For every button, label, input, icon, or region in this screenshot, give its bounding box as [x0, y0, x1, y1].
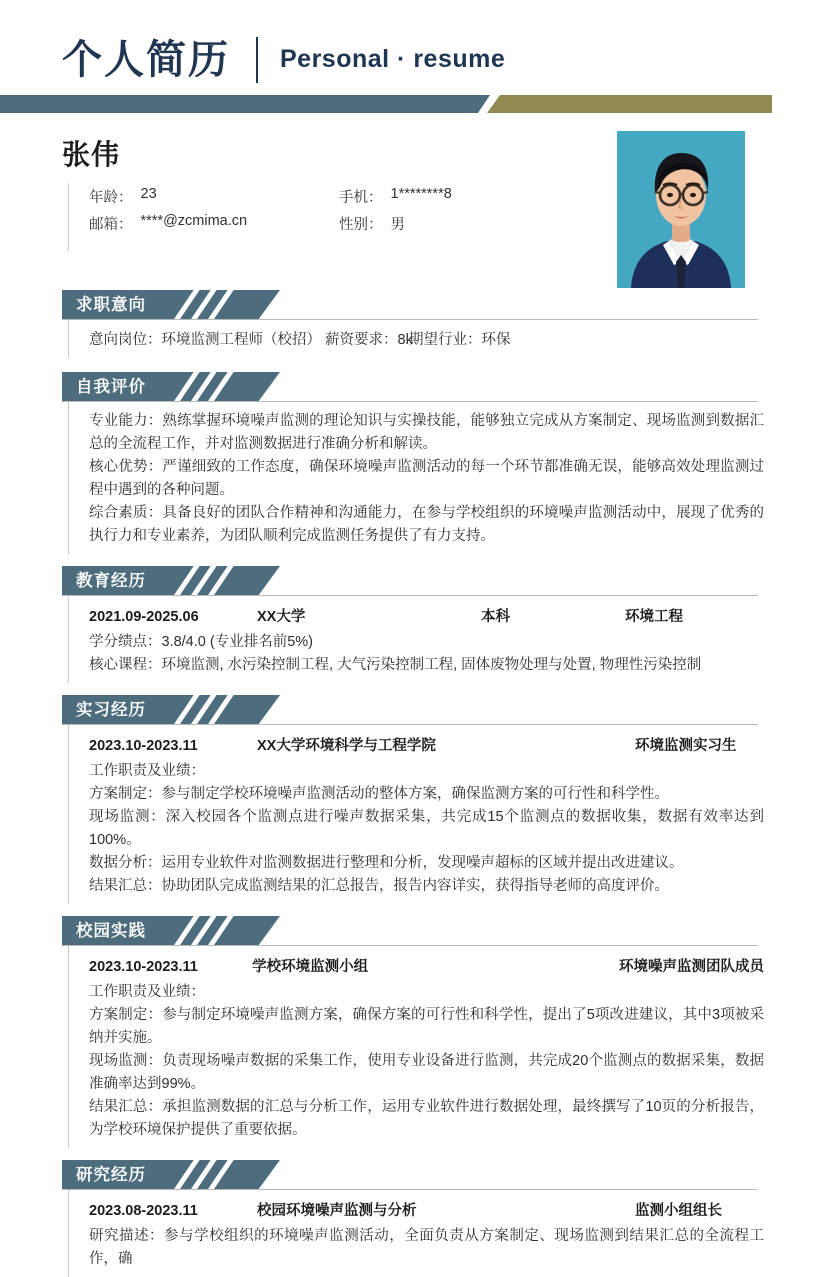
- campus-role: 环境噪声监测团队成员: [619, 959, 764, 975]
- section-header: [62, 916, 442, 946]
- education-major: 环境工程: [625, 609, 683, 625]
- section-rule: [62, 945, 758, 946]
- section-title: 自我评价: [76, 378, 146, 396]
- research-line: 研究描述：参与学校组织的环境噪声监测活动，全面负责从方案制定、现场监测到结果汇总的全流程工作，确: [89, 1228, 764, 1267]
- campus-org: 学校环境监测小组: [252, 959, 369, 975]
- section-body: [68, 1190, 764, 1277]
- banner-title-row: [62, 32, 505, 87]
- section-title: 校园实践: [76, 922, 146, 940]
- campus-line: 结果汇总：承担监测数据的汇总与分析工作，运用专业软件进行数据处理，最终撰写了10页的分析报告，为学校环境保护提供了重要依据。: [89, 1099, 764, 1138]
- contact-label: 年龄：: [89, 190, 133, 206]
- title-divider: [256, 37, 258, 83]
- self-eval-paragraph: 专业能力：熟练掌握环境噪声监测的理论知识与实操技能，能够独立完成从方案制定、现场监测到数据汇总的全流程工作，并对监测数据进行准确分析和解读。: [89, 413, 764, 452]
- education-degree: 本科: [481, 609, 510, 625]
- section-body: [68, 596, 764, 683]
- section-body: [68, 320, 764, 358]
- education-courses: 核心课程：环境监测, 水污染控制工程, 大气污染控制工程, 固体废物处理与处置, 物理性污染控制: [89, 657, 702, 673]
- section-header: [62, 290, 442, 320]
- section-research: [0, 1160, 820, 1277]
- internship-line: 结果汇总：协助团队完成监测结果的汇总报告，报告内容详实，获得指导老师的高度评价。: [89, 878, 669, 894]
- internship-entry-header: [89, 733, 764, 759]
- contact-field-age: [89, 186, 339, 207]
- section-self-evaluation: [0, 372, 820, 554]
- self-eval-paragraph: 核心优势：严谨细致的工作态度，确保环境噪声监测活动的每一个环节都准确无误，能够高效处理监测过程中遇到的各种问题。: [89, 459, 764, 498]
- section-title: 求职意向: [76, 296, 146, 314]
- job-intent-row: [89, 328, 764, 352]
- contact-value: 1********8: [390, 186, 452, 202]
- portrait-photo-icon: [617, 131, 745, 288]
- contact-field-phone: [339, 186, 452, 207]
- section-body: [68, 725, 764, 904]
- section-rule: [62, 595, 758, 596]
- contact-label: 邮箱：: [89, 217, 133, 233]
- contact-info: [68, 183, 588, 251]
- candidate-name: 张伟: [62, 139, 121, 170]
- identity-block: [0, 125, 820, 290]
- job-intent-right: 期望行业：环保: [409, 332, 511, 348]
- research-date: 2023.08-2023.11: [89, 1203, 198, 1219]
- section-job-intent: [0, 290, 820, 358]
- section-education: [0, 566, 820, 683]
- internship-org: XX大学环境科学与工程学院: [257, 738, 436, 754]
- contact-field-gender: [339, 213, 405, 234]
- section-body: [68, 402, 764, 554]
- education-gpa: 学分绩点：3.8/4.0 (专业排名前5%): [89, 634, 313, 650]
- section-rule: [62, 1189, 758, 1190]
- education-date: 2021.09-2025.06: [89, 609, 199, 625]
- research-topic: 校园环境噪声监测与分析: [257, 1203, 417, 1219]
- section-rule: [62, 319, 758, 320]
- internship-role: 环境监测实习生: [635, 738, 737, 754]
- internship-date: 2023.10-2023.11: [89, 738, 198, 754]
- section-title: 研究经历: [76, 1166, 146, 1184]
- contact-label: 手机：: [339, 190, 383, 206]
- education-school: XX大学: [257, 609, 306, 625]
- contact-row: [89, 210, 588, 237]
- contact-row: [89, 183, 588, 210]
- internship-line: 数据分析：运用专业软件对监测数据进行整理和分析，发现噪声超标的区域并提出改进建议。: [89, 855, 684, 871]
- contact-value: 男: [390, 217, 405, 233]
- internship-line: 工作职责及业绩：: [89, 763, 205, 779]
- campus-line: 现场监测：负责现场噪声数据的采集工作，使用专业设备进行监测，共完成20个监测点的数据采集，数据准确率达到99%。: [89, 1053, 764, 1092]
- job-intent-left: 意向岗位：环境监测工程师（校招） 薪资要求：8k: [89, 332, 413, 348]
- research-entry-header: [89, 1198, 764, 1224]
- section-rule: [62, 401, 758, 402]
- section-title: 教育经历: [76, 572, 146, 590]
- section-title: 实习经历: [76, 701, 146, 719]
- contact-value: ****@zcmima.cn: [140, 213, 248, 229]
- campus-line: 工作职责及业绩：: [89, 984, 205, 1000]
- banner-bars: [0, 95, 820, 113]
- campus-entry-header: [89, 954, 764, 980]
- research-role: 监测小组组长: [635, 1203, 722, 1219]
- internship-line: 现场监测：深入校园各个监测点进行噪声数据采集，共完成15个监测点的数据收集，数据有效率达到100%。: [89, 809, 764, 848]
- contact-field-email: [89, 213, 339, 234]
- contact-label: 性别：: [339, 217, 383, 233]
- internship-line: 方案制定：参与制定学校环境噪声监测活动的整体方案，确保监测方案的可行性和科学性。: [89, 786, 669, 802]
- section-header: [62, 372, 442, 402]
- section-internship: [0, 695, 820, 904]
- banner-bar-gold: [487, 95, 772, 113]
- campus-line: 方案制定：参与制定环境噪声监测方案，确保方案的可行性和科学性，提出了5项改进建议，其中3项被采纳并实施。: [89, 1007, 764, 1046]
- section-rule: [62, 724, 758, 725]
- page-subtitle: Personal · resume: [280, 45, 506, 73]
- section-body: [68, 946, 764, 1148]
- section-campus-practice: [0, 916, 820, 1148]
- education-entry-header: [89, 604, 764, 630]
- section-header: [62, 1160, 442, 1190]
- banner-bar-teal: [0, 95, 490, 113]
- contact-value: 23: [140, 186, 157, 202]
- self-eval-paragraph: 综合素质：具备良好的团队合作精神和沟通能力，在参与学校组织的环境噪声监测活动中，展现了优秀的执行力和专业素养，为团队顺利完成监测任务提供了有力支持。: [89, 505, 764, 544]
- avatar: [617, 131, 745, 288]
- section-header: [62, 695, 442, 725]
- banner: [0, 0, 820, 125]
- page-title: 个人简历: [62, 37, 230, 82]
- campus-date: 2023.10-2023.11: [89, 959, 198, 975]
- section-header: [62, 566, 442, 596]
